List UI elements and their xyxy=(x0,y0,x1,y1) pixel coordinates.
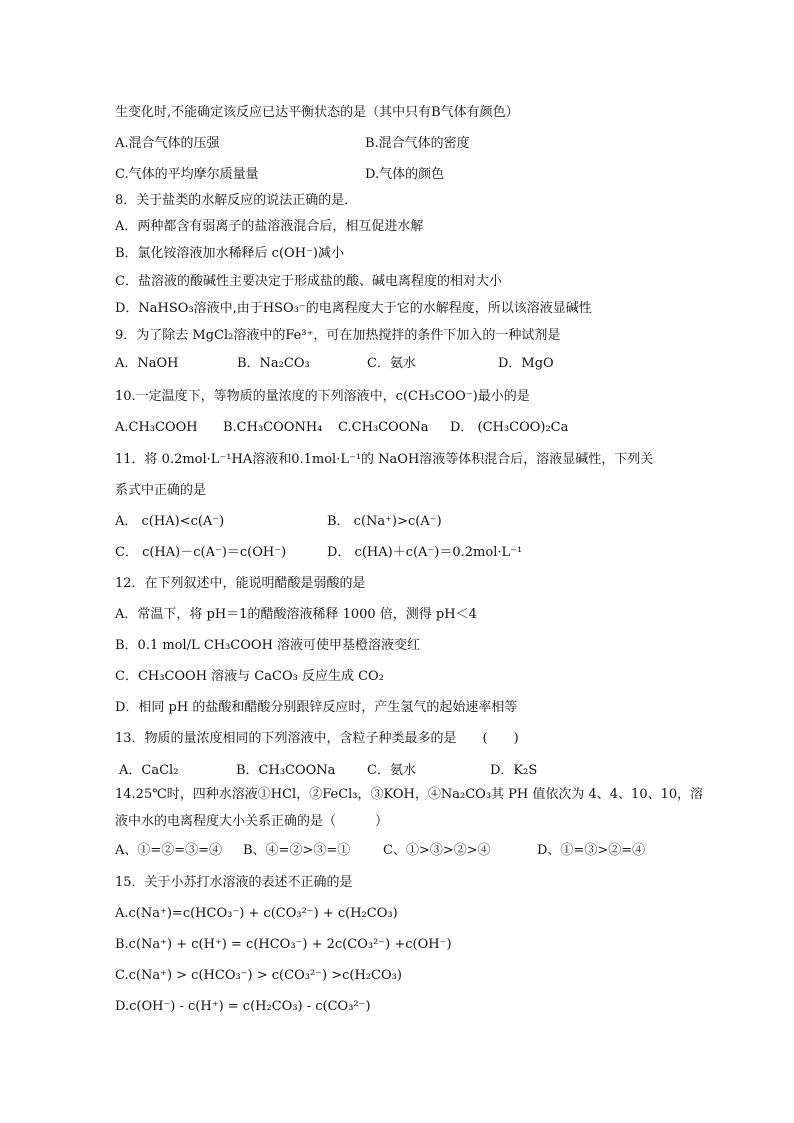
question-8-option-a: A．两种都含有弱离子的盐溶液混合后，相互促进水解 xyxy=(115,219,424,234)
option-d: D． (CH₃COO)₂Ca xyxy=(450,420,569,435)
question-8-option-d: D．NaHSO₃溶液中,由于HSO₃⁻的电离程度大于它的水解程度，所以该溶液显碱性 xyxy=(115,301,592,316)
question-12-option-c: C．CH₃COOH 溶液与 CaCO₃ 反应生成 CO₂ xyxy=(115,669,384,684)
question-15-option-c: C.c(Na⁺) > c(HCO₃⁻) > c(CO₃²⁻) >c(H₂CO₃) xyxy=(115,968,402,983)
option-row xyxy=(115,135,470,153)
question-14-options xyxy=(115,842,646,860)
question-12-option-b: B．0.1 mol/L CH₃COOH 溶液可使甲基橙溶液变红 xyxy=(115,638,421,653)
question-8-option-b: B．氯化铵溶液加水稀释后 c(OH⁻)减小 xyxy=(115,246,344,261)
option-a: A． c(HA)<c(A⁻) xyxy=(115,514,225,529)
option-b: B、④=②>③=① xyxy=(243,843,351,858)
question-11-options-row1 xyxy=(115,513,442,531)
question-10-stem: 10.一定温度下，等物质的量浓度的下列溶液中，c(CH₃COO⁻)最小的是 xyxy=(115,389,530,404)
question-14-stem: 14.25℃时，四种水溶液①HCl，②FeCl₃，③KOH，④Na₂CO₃其 PH 值依次为 4、4、10、10，溶 xyxy=(115,787,704,802)
question-8-option-c: C．盐溶液的酸碱性主要决定于形成盐的酸、碱电离程度的相对大小 xyxy=(115,274,502,289)
question-continuation: 生变化时,不能确定该反应已达平衡状态的是（其中只有B气体有颜色） xyxy=(115,105,519,120)
question-15-option-a: A.c(Na⁺)=c(HCO₃⁻) + c(CO₃²⁻) + c(H₂CO₃) xyxy=(115,906,398,921)
question-11-stem: 11．将 0.2mol·L⁻¹HA溶液和0.1mol·L⁻¹的 NaOH溶液等体积混合后，溶液显碱性，下列关 xyxy=(115,452,654,467)
option-row xyxy=(115,166,445,184)
question-15-stem: 15．关于小苏打水溶液的表述不正确的是 xyxy=(115,875,353,890)
option-a: A.混合气体的压强 xyxy=(115,136,220,151)
option-b: B． c(Na⁺)>c(A⁻) xyxy=(327,514,442,529)
question-13-options xyxy=(119,762,538,780)
option-a: A.CH₃COOH xyxy=(115,420,198,435)
option-d: D． c(HA)＋c(A⁻)＝0.2mol·L⁻¹ xyxy=(327,545,523,560)
option-c: C.气体的平均摩尔质量量 xyxy=(115,167,259,182)
option-b: B．CH₃COONa xyxy=(236,763,336,778)
question-8-stem: 8．关于盐类的水解反应的说法正确的是． xyxy=(115,193,358,208)
option-d: D.气体的颜色 xyxy=(365,167,445,182)
question-10-options xyxy=(115,419,569,437)
option-c: C．氨水 xyxy=(367,356,416,371)
option-d: D．MgO xyxy=(498,356,554,371)
option-a: A．NaOH xyxy=(115,356,179,371)
question-15-option-b: B.c(Na⁺) + c(H⁺) = c(HCO₃⁻) + 2c(CO₃²⁻) +c(OH⁻) xyxy=(115,937,452,952)
option-c: C． c(HA)－c(A⁻)＝c(OH⁻) xyxy=(115,545,287,560)
option-d: D．K₂S xyxy=(490,763,538,778)
option-c: C.CH₃COONa xyxy=(338,420,429,435)
option-b: B．Na₂CO₃ xyxy=(237,356,310,371)
question-11-options-row2 xyxy=(115,544,523,562)
option-c: C、①>③>②>④ xyxy=(383,843,491,858)
question-11-stem-cont: 系式中正确的是 xyxy=(115,483,207,498)
option-c: C．氨水 xyxy=(367,763,416,778)
question-12-stem: 12．在下列叙述中，能说明醋酸是弱酸的是 xyxy=(115,576,366,591)
question-12-option-a: A．常温下，将 pH＝1的醋酸溶液稀释 1000 倍，测得 pH＜4 xyxy=(115,607,477,622)
question-13-stem: 13．物质的量浓度相同的下列溶液中，含粒子种类最多的是 ( ) xyxy=(115,731,519,746)
option-d: D、①=③>②=④ xyxy=(537,843,646,858)
question-12-option-d: D．相同 pH 的盐酸和醋酸分别跟锌反应时，产生氢气的起始速率相等 xyxy=(115,700,518,715)
option-a: A、①=②=③=④ xyxy=(115,843,223,858)
option-b: B.CH₃COONH₄ xyxy=(223,420,323,435)
question-9-options xyxy=(115,355,554,373)
option-a: A．CaCl₂ xyxy=(119,763,179,778)
question-9-stem: 9．为了除去 MgCl₂溶液中的Fe³⁺，可在加热搅拌的条件下加入的一种试剂是 xyxy=(115,328,561,343)
question-15-option-d: D.c(OH⁻) - c(H⁺) = c(H₂CO₃) - c(CO₃²⁻) xyxy=(115,999,371,1014)
question-14-stem-cont: 液中水的电离程度大小关系正确的是（ ） xyxy=(115,814,389,829)
option-b: B.混合气体的密度 xyxy=(365,136,470,151)
